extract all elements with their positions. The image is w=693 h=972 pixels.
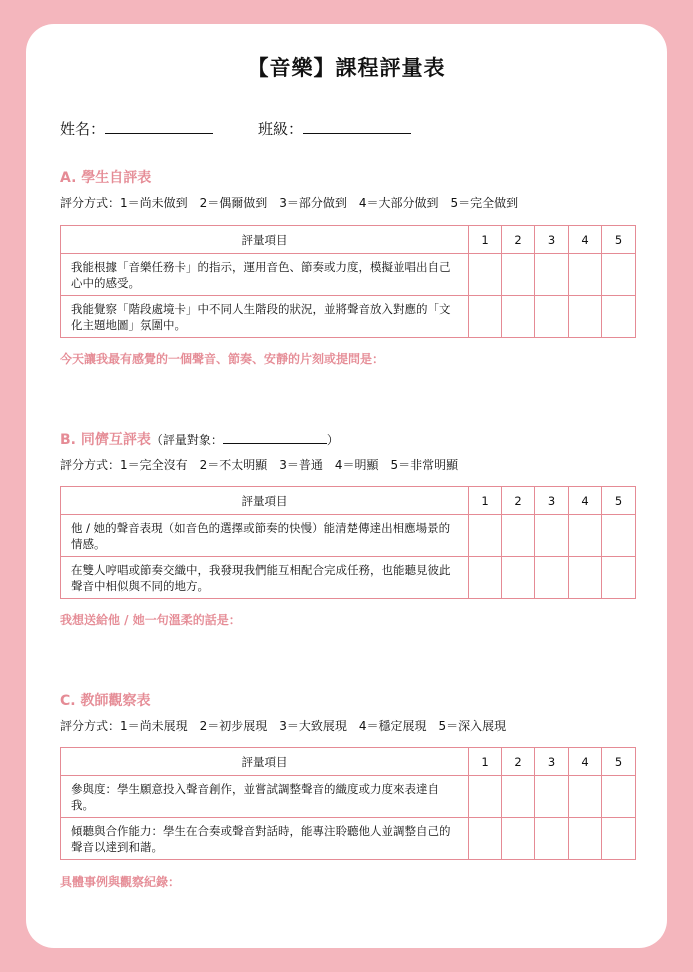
header-score: 5 xyxy=(602,748,636,776)
header-item: 評量項目 xyxy=(61,487,469,515)
score-cell[interactable] xyxy=(535,776,569,818)
table-header-row xyxy=(61,487,636,515)
header-score: 3 xyxy=(535,226,569,254)
score-cell[interactable] xyxy=(469,776,502,818)
section-b-prompt: 我想送給他 / 她一句溫柔的話是： xyxy=(60,613,241,627)
score-cell[interactable] xyxy=(602,818,636,860)
section-c-table xyxy=(60,747,636,860)
evaluatee-field[interactable] xyxy=(223,432,327,444)
header-score: 4 xyxy=(569,748,602,776)
table-header-row xyxy=(61,226,636,254)
item-text: 我能覺察「階段處境卡」中不同人生階段的狀況，並將聲音放入對應的「文化主題地圖」氛圍中。 xyxy=(61,296,469,338)
score-cell[interactable] xyxy=(569,254,602,296)
header-score: 3 xyxy=(535,487,569,515)
header-item: 評量項目 xyxy=(61,748,469,776)
section-c-heading: C. 教師觀察表 xyxy=(60,693,151,709)
score-cell[interactable] xyxy=(569,296,602,338)
page-title: 【音樂】課程評量表 xyxy=(247,56,446,80)
score-cell[interactable] xyxy=(602,515,636,557)
class-field[interactable] xyxy=(303,119,411,134)
header-score: 4 xyxy=(569,226,602,254)
score-cell[interactable] xyxy=(535,254,569,296)
evaluatee-prefix: （評量對象： xyxy=(150,433,223,447)
score-cell[interactable] xyxy=(502,515,535,557)
score-cell[interactable] xyxy=(502,254,535,296)
table-row xyxy=(61,254,636,296)
score-cell[interactable] xyxy=(535,557,569,599)
score-cell[interactable] xyxy=(502,296,535,338)
header-score: 4 xyxy=(569,487,602,515)
table-row xyxy=(61,776,636,818)
section-c-prompt: 具體事例與觀察紀錄： xyxy=(60,875,181,889)
section-a-scale: 評分方式：1＝尚未做到 2＝偶爾做到 3＝部分做到 4＝大部分做到 5＝完全做到 xyxy=(60,196,519,210)
class-label: 班級： xyxy=(258,120,304,138)
table-row xyxy=(61,557,636,599)
score-cell[interactable] xyxy=(469,254,502,296)
item-text: 我能根據「音樂任務卡」的指示，運用音色、節奏或力度，模擬並唱出自己心中的感受。 xyxy=(61,254,469,296)
section-a-heading: A. 學生自評表 xyxy=(60,170,152,186)
score-cell[interactable] xyxy=(469,296,502,338)
name-field[interactable] xyxy=(105,119,213,134)
header-score: 2 xyxy=(502,487,535,515)
score-cell[interactable] xyxy=(535,296,569,338)
header-score: 1 xyxy=(469,487,502,515)
header-score: 2 xyxy=(502,748,535,776)
item-text: 他 / 她的聲音表現（如音色的選擇或節奏的快慢）能清楚傳達出相應場景的情感。 xyxy=(61,515,469,557)
header-score: 3 xyxy=(535,748,569,776)
table-row xyxy=(61,818,636,860)
score-cell[interactable] xyxy=(535,515,569,557)
header-score: 1 xyxy=(469,748,502,776)
section-b-heading xyxy=(60,429,339,449)
item-text: 在雙人哼唱或節奏交織中，我發現我們能互相配合完成任務，也能聽見彼此聲音中相似與不同的地方。 xyxy=(61,557,469,599)
table-row xyxy=(61,296,636,338)
score-cell[interactable] xyxy=(502,557,535,599)
score-cell[interactable] xyxy=(602,296,636,338)
score-cell[interactable] xyxy=(569,818,602,860)
section-b-scale: 評分方式：1＝完全沒有 2＝不太明顯 3＝普通 4＝明顯 5＝非常明顯 xyxy=(60,458,459,472)
item-text: 參與度：學生願意投入聲音創作，並嘗試調整聲音的織度或力度來表達自我。 xyxy=(61,776,469,818)
score-cell[interactable] xyxy=(569,515,602,557)
score-cell[interactable] xyxy=(469,515,502,557)
score-cell[interactable] xyxy=(469,557,502,599)
section-a-prompt: 今天讓我最有感覺的一個聲音、節奏、安靜的片刻或提問是： xyxy=(60,352,385,366)
score-cell[interactable] xyxy=(469,818,502,860)
item-text: 傾聽與合作能力：學生在合奏或聲音對話時，能專注聆聽他人並調整自己的聲音以達到和諧。 xyxy=(61,818,469,860)
header-score: 1 xyxy=(469,226,502,254)
score-cell[interactable] xyxy=(535,818,569,860)
section-c-scale: 評分方式：1＝尚未展現 2＝初步展現 3＝大致展現 4＝穩定展現 5＝深入展現 xyxy=(60,719,507,733)
score-cell[interactable] xyxy=(602,776,636,818)
class-row xyxy=(258,118,411,139)
name-label: 姓名： xyxy=(60,120,106,138)
evaluatee-suffix: ） xyxy=(326,433,339,447)
score-cell[interactable] xyxy=(569,557,602,599)
score-cell[interactable] xyxy=(502,818,535,860)
header-score: 5 xyxy=(602,487,636,515)
name-row xyxy=(60,118,213,139)
header-score: 5 xyxy=(602,226,636,254)
table-header-row xyxy=(61,748,636,776)
section-b-title: B. 同儕互評表 xyxy=(60,432,151,448)
score-cell[interactable] xyxy=(602,557,636,599)
score-cell[interactable] xyxy=(502,776,535,818)
header-score: 2 xyxy=(502,226,535,254)
section-a-table xyxy=(60,225,636,338)
score-cell[interactable] xyxy=(602,254,636,296)
table-row xyxy=(61,515,636,557)
score-cell[interactable] xyxy=(569,776,602,818)
header-item: 評量項目 xyxy=(61,226,469,254)
section-b-table xyxy=(60,486,636,599)
